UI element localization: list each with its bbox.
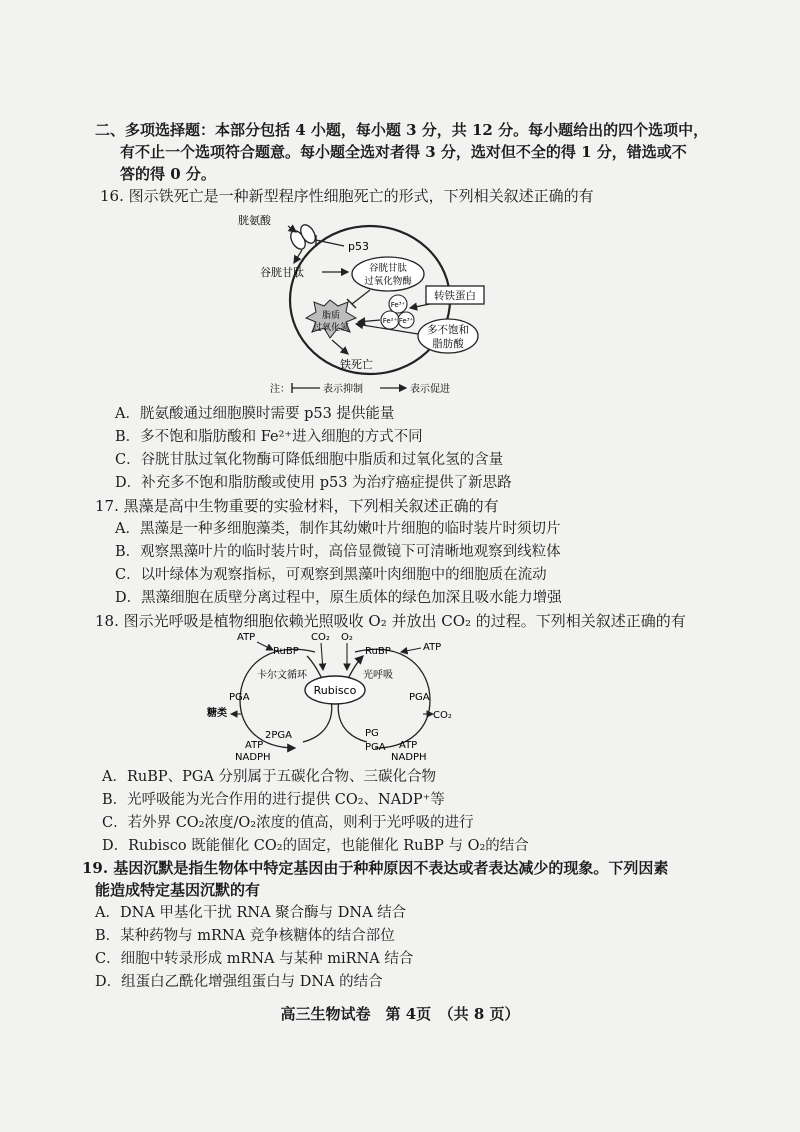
gpx-line2: 过氧化物酶: [364, 276, 412, 287]
photorespiration-diagram: [195, 630, 485, 765]
ferroptosis-label: 铁死亡: [340, 358, 373, 371]
question-16-stem: 16. 图示铁死亡是一种新型程序性细胞死亡的形式，下列相关叙述正确的有: [100, 187, 594, 205]
atp-right-bottom: ATP: [399, 740, 418, 751]
q19-option-d: D．组蛋白乙酰化增强组蛋白与 DNA 的结合: [95, 974, 383, 990]
pg-label: PG: [365, 728, 379, 739]
section-heading-line2: 有不止一个选项符合题意。每小题全选对者得 3 分，选对但不全的得 1 分，错选或不: [120, 143, 687, 161]
q18-option-d: D．Rubisco 既能催化 CO₂的固定，也能催化 RuBP 与 O₂的结合: [102, 838, 529, 854]
calvin-label: 卡尔文循环: [257, 670, 307, 681]
q18-option-a: A．RuBP、PGA 分别属于五碳化合物、三碳化合物: [102, 769, 437, 785]
gpx-line1: 谷胱甘肽: [368, 263, 408, 274]
pga-right: PGA: [409, 692, 430, 703]
question-18-stem: 18. 图示光呼吸是植物细胞依赖光照吸收 O₂ 并放出 CO₂ 的过程。下列相关叙述正确的有: [95, 612, 686, 630]
section-heading-line3: 答的得 0 分。: [120, 165, 216, 183]
section-heading-line1: 二、多项选择题：本部分包括 4 小题，每小题 3 分，共 12 分。每小题给出的四个选项中，: [95, 121, 709, 139]
fe3-label-a: Fe³⁺: [390, 301, 406, 309]
q18-option-b: B．光呼吸能为光合作用的进行提供 CO₂、NADP⁺等: [102, 792, 445, 808]
co2-out: CO₂: [433, 710, 452, 721]
question-17-stem: 17. 黑藻是高中生物重要的实验材料，下列相关叙述正确的有: [95, 497, 499, 515]
photoresp-label: 光呼吸: [363, 670, 393, 681]
fe3-label-b: Fe³⁺: [398, 317, 414, 325]
question-19-stem-line1: 19. 基因沉默是指生物体中特定基因由于种种原因不表达或者表达减少的现象。下列因素: [82, 859, 669, 877]
q19-option-c: C．细胞中转录形成 mRNA 与某种 miRNA 结合: [95, 951, 414, 967]
glutathione-label: 谷胱甘肽: [260, 266, 304, 279]
pga-left: PGA: [229, 692, 250, 703]
legend-note: 注：: [270, 384, 290, 395]
pufa-line1: 多不饱和: [427, 324, 469, 336]
lipid-line2: 过氧化氢: [312, 323, 350, 333]
transferrin-label: 转铁蛋白: [434, 290, 476, 302]
fe2-label: Fe²⁺: [382, 317, 398, 325]
legend-inhibit: 表示抑制: [323, 384, 363, 395]
q17-option-a: A．黑藻是一种多细胞藻类，制作其幼嫩叶片细胞的临时装片时须切片: [115, 521, 561, 537]
nadph-right: NADPH: [391, 752, 427, 763]
rubp-left: RuBP: [273, 646, 299, 657]
q19-option-b: B．某种药物与 mRNA 竞争核糖体的结合部位: [95, 928, 395, 944]
q16-option-a: A．胱氨酸通过细胞膜时需要 p53 提供能量: [115, 406, 395, 422]
legend-promote: 表示促进: [410, 384, 450, 395]
atp-left-bottom: ATP: [245, 740, 264, 751]
q17-option-b: B．观察黑藻叶片的临时装片时，高倍显微镜下可清晰地观察到线粒体: [115, 544, 561, 560]
atp-left-top: ATP: [237, 632, 256, 643]
lipid-line1: 脂质: [321, 311, 341, 321]
o2-in: O₂: [341, 632, 353, 643]
ferroptosis-diagram: [230, 208, 500, 400]
q19-option-a: A．DNA 甲基化干扰 RNA 聚合酶与 DNA 结合: [95, 905, 407, 921]
question-19-stem-line2: 能造成特定基因沉默的有: [95, 881, 261, 899]
q16-option-b: B．多不饱和脂肪酸和 Fe²⁺进入细胞的方式不同: [115, 429, 423, 445]
q16-option-c: C．谷胱甘肽过氧化物酶可降低细胞中脂质和过氧化氢的含量: [115, 452, 504, 468]
pga-bottom: PGA: [365, 742, 386, 753]
q17-option-c: C．以叶绿体为观察指标，可观察到黑藻叶肉细胞中的细胞质在流动: [115, 567, 547, 583]
atp-right-top: ATP: [423, 642, 442, 653]
nadph-left: NADPH: [235, 752, 271, 763]
page-footer: 高三生物试卷 第 4页 （共 8 页）: [280, 1005, 520, 1023]
sugar-label: 糖类: [207, 708, 227, 719]
q17-option-d: D．黑藻细胞在质壁分离过程中，原生质体的绿色加深且吸水能力增强: [115, 590, 562, 606]
rubisco-label: Rubisco: [313, 684, 357, 697]
p53-label: p53: [348, 240, 369, 253]
co2-in: CO₂: [311, 632, 330, 643]
cystine-label: 胱氨酸: [238, 214, 271, 227]
twopga-label: 2PGA: [265, 730, 292, 741]
q16-option-d: D．补充多不饱和脂肪酸或使用 p53 为治疗癌症提供了新思路: [115, 475, 512, 491]
q18-option-c: C．若外界 CO₂浓度/O₂浓度的值高，则利于光呼吸的进行: [102, 815, 474, 831]
pufa-line2: 脂肪酸: [432, 338, 464, 350]
rubp-right: RuBP: [365, 646, 391, 657]
